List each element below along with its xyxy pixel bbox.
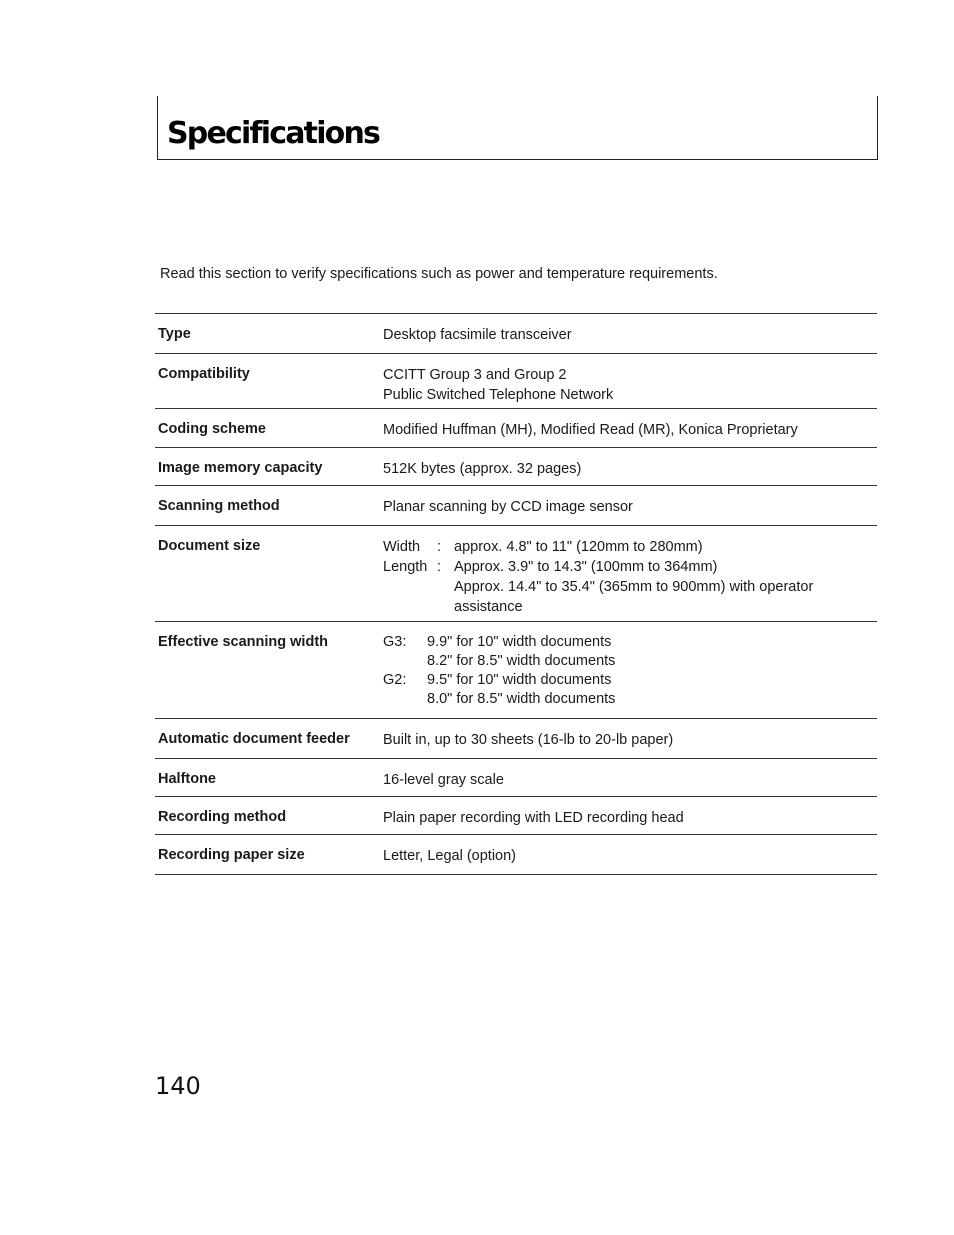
g2-key: G2: — [383, 672, 407, 688]
spec-value: 512K bytes (approx. 32 pages) — [383, 461, 582, 477]
spec-label: Recording method — [158, 809, 287, 825]
page-number: 140 — [155, 1072, 201, 1100]
spec-value-line: Public Switched Telephone Network — [383, 387, 614, 403]
spec-value: Plain paper recording with LED recording head — [383, 810, 684, 826]
spec-value: Planar scanning by CCD image sensor — [383, 499, 633, 515]
spec-label: Image memory capacity — [158, 460, 323, 476]
spec-row-image-memory — [155, 448, 877, 486]
g2-line — [383, 671, 871, 690]
title-frame — [157, 96, 878, 160]
spec-row-coding-scheme — [155, 409, 877, 448]
g3-value-line: 8.2" for 8.5" width documents — [427, 653, 616, 669]
spec-label: Halftone — [158, 771, 216, 787]
spec-label: Effective scanning width — [158, 634, 328, 650]
spec-label: Automatic document feeder — [158, 731, 350, 747]
g3-line — [383, 633, 871, 652]
spec-row-recording-paper — [155, 835, 877, 875]
spec-label: Type — [158, 326, 191, 342]
spec-row-adf — [155, 719, 877, 759]
separator: : — [437, 539, 442, 555]
width-key: Width — [383, 539, 421, 555]
page-title: Specifications — [167, 116, 380, 151]
spec-row-document-size — [155, 526, 877, 622]
g2-value: 9.5" for 10" width documents — [427, 672, 612, 688]
separator: : — [437, 559, 442, 575]
g3-key: G3: — [383, 634, 407, 650]
spec-label: Compatibility — [158, 366, 250, 382]
spec-value-line: CCITT Group 3 and Group 2 — [383, 367, 567, 383]
spec-value: Built in, up to 30 sheets (16-lb to 20-lb paper) — [383, 732, 674, 748]
spec-row-scanning-method — [155, 486, 877, 526]
spec-value: Desktop facsimile transceiver — [383, 327, 572, 343]
spec-value: 16-level gray scale — [383, 772, 504, 788]
length-extra-line: assistance — [454, 599, 523, 615]
spec-table — [155, 313, 877, 875]
length-extra-line: Approx. 14.4" to 35.4" (365mm to 900mm) with operator — [454, 579, 814, 595]
spec-value — [383, 354, 877, 408]
spec-row-recording-method — [155, 797, 877, 835]
spec-row-compatibility — [155, 354, 877, 409]
spec-label: Scanning method — [158, 498, 280, 514]
g2-value-line: 8.0" for 8.5" width documents — [427, 691, 616, 707]
spec-value — [383, 622, 877, 718]
spec-value — [383, 526, 877, 621]
spec-label: Document size — [158, 538, 261, 554]
spec-label: Coding scheme — [158, 421, 266, 437]
width-value: approx. 4.8" to 11" (120mm to 280mm) — [454, 539, 703, 555]
document-length-line — [383, 557, 871, 577]
length-key: Length — [383, 559, 428, 575]
spec-label: Recording paper size — [158, 847, 305, 863]
spec-value: Letter, Legal (option) — [383, 848, 517, 864]
spec-row-halftone — [155, 759, 877, 797]
intro-text: Read this section to verify specifications such as power and temperature requirements. — [160, 266, 718, 282]
g3-value: 9.9" for 10" width documents — [427, 634, 612, 650]
document-width-line — [383, 537, 871, 557]
spec-value: Modified Huffman (MH), Modified Read (MR), Konica Proprietary — [383, 422, 798, 438]
spec-row-effective-width — [155, 622, 877, 719]
spec-row-type — [155, 314, 877, 354]
length-value: Approx. 3.9" to 14.3" (100mm to 364mm) — [454, 559, 718, 575]
